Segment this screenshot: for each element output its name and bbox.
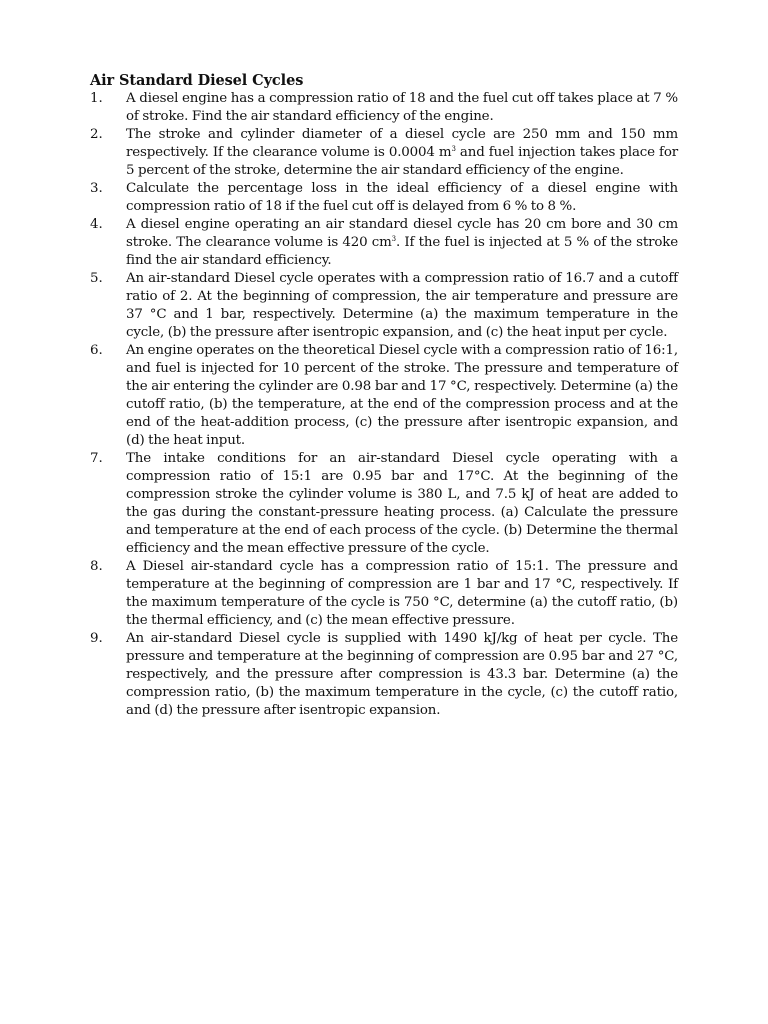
question-number: 9. bbox=[90, 631, 103, 646]
question-item-6 bbox=[90, 342, 678, 450]
question-item-5 bbox=[90, 270, 678, 342]
question-item-9 bbox=[90, 630, 678, 720]
question-text: A Diesel air-standard cycle has a compression ratio of 15:1. The pressure and temperature at the beginning of compression are 1 bar and 17 °C, respectively. If the maximum temperature of the cycle is 750 °C, determine (a) the cutoff ratio, (b) the thermal efficiency, and (c) the mean effective pressure. bbox=[126, 559, 678, 628]
question-number: 2. bbox=[90, 127, 103, 142]
question-item-8 bbox=[90, 558, 678, 630]
question-text: Calculate the percentage loss in the ideal efficiency of a diesel engine with compression ratio of 18 if the fuel cut off is delayed from 6 % to 8 %. bbox=[126, 181, 678, 214]
question-number: 5. bbox=[90, 271, 103, 286]
question-text-part: A diesel engine operating an air standard diesel cycle has 20 cm bore and 30 cm stroke. The clearance volume is 420 cm bbox=[126, 217, 678, 250]
document-title: Air Standard Diesel Cycles bbox=[90, 72, 304, 89]
question-number: 1. bbox=[90, 91, 103, 106]
question-text-part: and fuel injection takes place for 5 percent of the stroke, determine the air standard efficiency of the engine. bbox=[126, 145, 679, 178]
question-list bbox=[90, 90, 678, 720]
question-text-part: The stroke and cylinder diameter of a diesel cycle are 250 mm and 150 mm respectively. If the clearance volume is 0.0004 m bbox=[126, 127, 678, 160]
question-text: An engine operates on the theoretical Diesel cycle with a compression ratio of 16:1, and fuel is injected for 10 percent of the stroke. The pressure and temperature of the air entering the cylinder are 0.98 bar and 17 °C, respectively. Determine (a) the cutoff ratio, (b) the temperature, at the end of the compression process and at the end of the heat-addition process, (c) the pressure after isentropic expansion, and (d) the heat input. bbox=[126, 343, 678, 448]
superscript: 3 bbox=[391, 235, 396, 243]
question-item-1 bbox=[90, 90, 678, 126]
question-number: 3. bbox=[90, 181, 103, 196]
question-text: A diesel engine has a compression ratio of 18 and the fuel cut off takes place at 7 % of stroke. Find the air standard efficiency of the engine. bbox=[126, 91, 678, 124]
question-text bbox=[126, 126, 678, 180]
document-page bbox=[90, 72, 678, 720]
question-number: 6. bbox=[90, 343, 103, 358]
question-text: An air-standard Diesel cycle operates with a compression ratio of 16.7 and a cutoff ratio of 2. At the beginning of compression, the air temperature and pressure are 37 °C and 1 bar, respectively. Determine (a) the maximum temperature in the cycle, (b) the pressure after isentropic expansion, and (c) the heat input per cycle. bbox=[126, 271, 678, 340]
question-item-4 bbox=[90, 216, 678, 270]
question-text: The intake conditions for an air-standard Diesel cycle operating with a compression ratio of 15:1 are 0.95 bar and 17°C. At the beginning of the compression stroke the cylinder volume is 380 L, and 7.5 kJ of heat are added to the gas during the constant-pressure heating process. (a) Calculate the pressure and temperature at the end of each process of the cycle. (b) Determine the thermal efficiency and the mean effective pressure of the cycle. bbox=[126, 451, 678, 556]
superscript: 3 bbox=[451, 145, 456, 153]
question-number: 7. bbox=[90, 451, 103, 466]
question-text: An air-standard Diesel cycle is supplied with 1490 kJ/kg of heat per cycle. The pressure and temperature at the beginning of compression are 0.95 bar and 27 °C, respectively, and the pressure after compression is 43.3 bar. Determine (a) the compression ratio, (b) the maximum temperature in the cycle, (c) the cutoff ratio, and (d) the pressure after isentropic expansion. bbox=[126, 631, 678, 718]
question-text bbox=[126, 216, 678, 270]
question-number: 4. bbox=[90, 217, 103, 232]
question-number: 8. bbox=[90, 559, 103, 574]
question-item-3 bbox=[90, 180, 678, 216]
question-text-part: . If the fuel is injected at 5 % of the stroke find the air standard efficiency. bbox=[126, 235, 678, 268]
question-item-7 bbox=[90, 450, 678, 558]
question-item-2 bbox=[90, 126, 678, 180]
